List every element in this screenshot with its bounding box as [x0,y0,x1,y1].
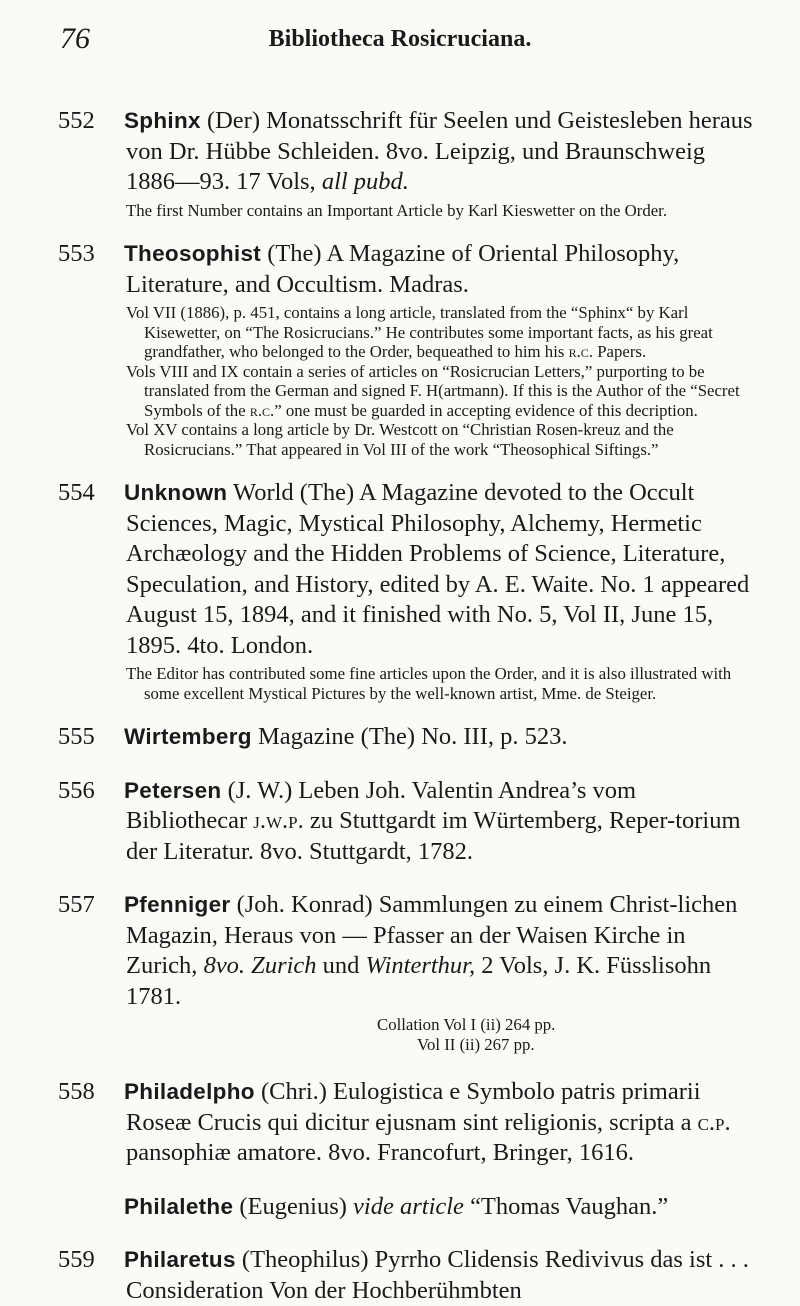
entry-heading [58,239,754,300]
entry-number: 553 [58,240,95,267]
running-title: Bibliotheca Rosicruciana. [268,26,532,52]
entry-title-word: Unknown [124,480,228,505]
collation: Collation Vol I (ii) 264 pp. Vol II (ii) 267 pp. [377,1015,556,1054]
entry-heading [58,1192,754,1223]
entry-text: pansophiæ amatore. 8vo. Francofurt, Bringer, 1616. [126,1139,634,1166]
entry-text: (Joh. Konrad) Sammlungen zu einem Christ-lichen Magazin, Heraus von — Pfasser an der Waisen Kirche in Zurich, [126,891,738,979]
entry-title-word: Theosophist [124,241,262,266]
entry-heading [58,478,754,661]
entry-557 [58,890,754,1054]
entry-text: (Chri.) Eulogistica e Symbolo patris primarii Roseæ Crucis qui dicitur ejusnam sint religionis, scripta a [126,1078,701,1136]
entry-philalethe [58,1192,754,1223]
catalogue-entries [58,106,754,1306]
entry-smallcaps: j.w.p. [253,807,304,834]
entry-italic-text: 8vo. Zurich [203,952,317,979]
page-number: 76 [60,22,90,55]
entry-text: und [322,952,360,979]
entry-text: (The) A Magazine of Oriental Philosophy, Literature, and Occultism. Madras. [126,240,680,298]
entry-text: (Der) Monatsschrift für Seelen und Geistesleben heraus von Dr. Hübbe Schleiden. 8vo. Leipzig, und Braunschweig 1886—93. 17 Vols, [126,107,753,195]
entry-number: 557 [58,891,95,918]
entry-heading [58,106,754,198]
page-header [60,22,740,62]
entry-title-word: Petersen [124,777,222,803]
entry-note: The first Number contains an Important Article by Karl Kieswetter on the Order. [126,200,668,220]
entry-text: Magazine (The) No. III, p. 523. [257,723,568,750]
entry-text: World (The) A Magazine devoted to the Occult Sciences, Magic, Mystical Philosophy, Alchemy, Hermetic Archæology and the Hidden Problems of Science, Literature, Speculation, and History, edited by A. E. Waite. No. 1 appeared August 15, 1894, and it finished with No. 5, Vol II, June 15, 1895. 4to. London. [126,479,750,659]
entry-heading [58,890,754,1012]
entry-559 [58,1245,754,1306]
entry-text: (J. W.) Leben Joh. Valentin Andrea’s vom Bibliothecar [126,776,637,834]
entry-number: 552 [58,107,95,134]
entry-558 [58,1077,754,1169]
entry-italic-text: Winterthur, [365,952,476,979]
entry-note: Vol VII (1886), p. 451, contains a long article, translated from the “Sphinx“ by Karl Kisewetter, on “The Rosicrucians.” He contributes some important facts, as his great grandfather, who belonged to the Order, bequeathed to him his r.c. Papers. [126,303,713,361]
entry-text: “Thomas Vaughan.” [470,1192,669,1220]
entry-text: zu Stuttgardt im Würtemberg, Reper-torium der Literatur. 8vo. Stuttgardt, 1782. [126,807,741,865]
entry-553 [58,239,754,459]
entry-note: Vols VIII and IX contain a series of articles on “Rosicrucian Letters,” purporting to be translated from the German and signed F. H(artmann). If this is the Author of the “Secret Symbols of the r.c.” one must be guarded in accepting evidence of this decription. [126,361,740,420]
entry-title-word: Wirtemberg [124,724,252,749]
entry-text: 2 Vols, J. K. Füsslisohn 1781. [126,952,712,1010]
entry-555 [58,722,754,753]
entry-number: 554 [58,479,95,506]
entry-554 [58,478,754,703]
entry-note: Vol XV contains a long article by Dr. Westcott on “Christian Rosen-kreuz and the Rosicrucians.” That appeared in Vol III of the work “Theosophical Siftings.” [126,420,674,459]
entry-number: 556 [58,776,95,804]
entry-heading [58,1245,754,1306]
entry-heading [58,776,754,868]
entry-italic-text: vide article [353,1192,464,1220]
entry-number: 555 [58,723,95,750]
entry-heading [58,1077,754,1169]
entry-title-word: Sphinx [124,108,201,133]
entry-552 [58,106,754,220]
entry-title-word: Pfenniger [124,892,231,917]
entry-title-word: Philalethe [124,1193,234,1219]
entry-556 [58,776,754,868]
entry-text: (Theophilus) Pyrrho Clidensis Redivivus das ist . . . Consideration Von der Hochberühmbten [126,1246,749,1304]
entry-smallcaps: c.p. [697,1108,731,1136]
entry-title-word: Philaretus [124,1247,236,1272]
entry-heading [58,722,754,753]
entry-note: The Editor has contributed some fine articles upon the Order, and it is also illustrated with some excellent Mystical Pictures by the well-known artist, Mme. de Steiger. [126,664,732,703]
entry-text: (Eugenius) [239,1192,347,1220]
entry-number: 558 [58,1078,95,1105]
entry-number: 559 [58,1246,95,1273]
entry-title-word: Philadelpho [124,1079,255,1104]
entry-italic-text: all pubd. [321,168,409,195]
